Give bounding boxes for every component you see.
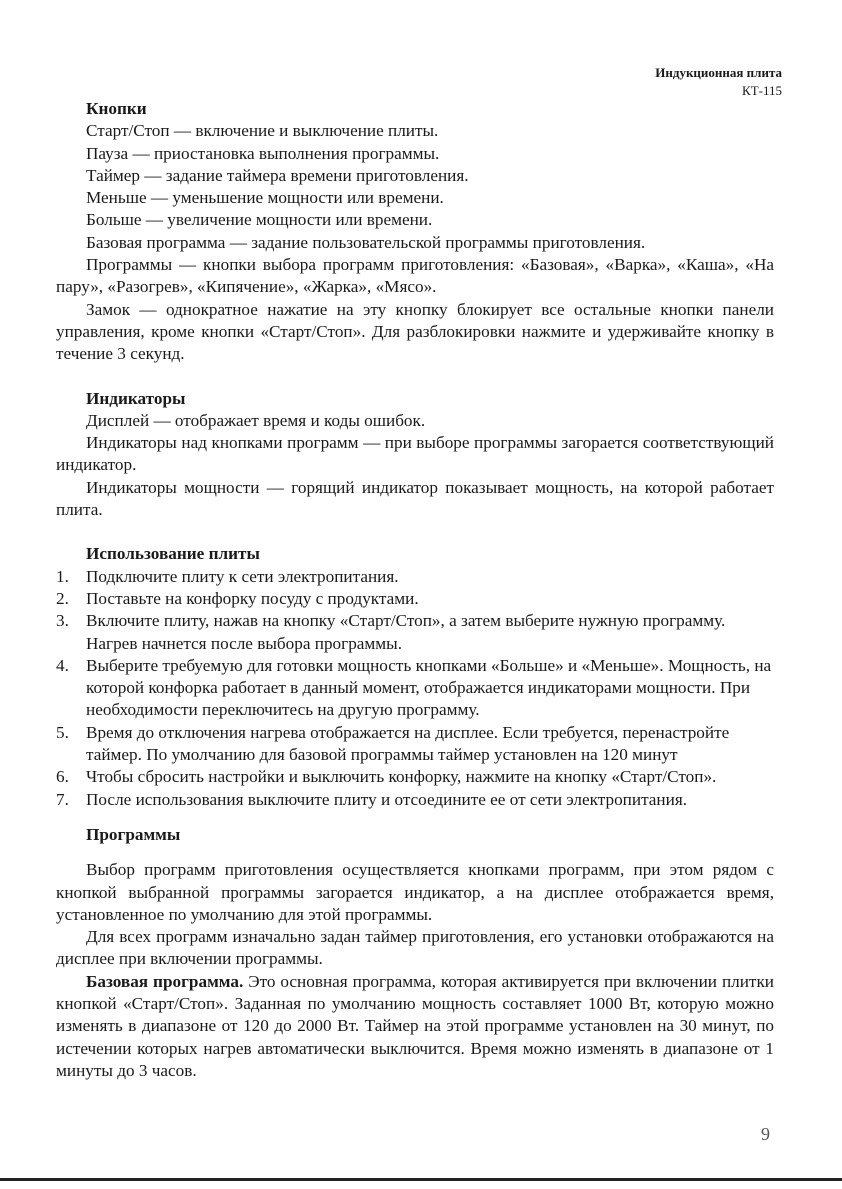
step-number: 4. (56, 655, 69, 675)
step-text: Выберите требуемую для готовки мощность кнопками «Больше» и «Меньше». Мощность, на которой конфорка работает в данный момент, отображается индикаторами мощности. При необходимости переключитесь на другую программу. (86, 655, 772, 720)
page-content (56, 98, 774, 1082)
step-text: Подключите плиту к сети электропитания. (86, 566, 399, 586)
indicator-desc-power: Индикаторы мощности — горящий индикатор показывает мощность, на которой работает плита. (56, 477, 774, 520)
button-desc-more: Больше — увеличение мощности или времени. (86, 210, 433, 230)
button-desc-lock: Замок — однократное нажатие на эту кнопку блокирует все остальные кнопки панели управления, кроме кнопки «Старт/Стоп». Для разблокировки нажмите и удерживайте кнопку в течение 3 секунд. (56, 299, 774, 364)
step-number: 3. (56, 611, 69, 631)
step-number: 6. (56, 767, 69, 787)
list-item (56, 566, 774, 588)
base-program-text: Это основная программа, которая активируется при включении плитки кнопкой «Старт/Стоп». Заданная по умолчанию мощность составляет 1000 Вт, которую можно изменять в диапазоне от 120 до 2000 Вт. Таймер на этой программе установлен на 30 минут, по истечении которых нагрев автоматически выключится. Время можно изменять в диапазоне от 1 минуты до 3 часов. (56, 971, 774, 1080)
list-item (56, 588, 774, 610)
base-program-paragraph (56, 971, 774, 1082)
step-text: Включите плиту, нажав на кнопку «Старт/Стоп», а затем выберите нужную программу. Нагрев начнется после выбора программы. (86, 611, 726, 653)
buttons-heading: Кнопки (86, 99, 147, 118)
step-number: 7. (56, 789, 69, 809)
page-header (655, 64, 782, 100)
button-desc-base-program: Базовая программа — задание пользовательской программы приготовления. (86, 232, 646, 252)
page-number: 9 (761, 1124, 770, 1144)
list-item (56, 722, 774, 767)
list-item (56, 766, 774, 788)
programs-section (56, 824, 774, 1082)
programs-timer-paragraph: Для всех программ изначально задан таймер приготовления, его установки отображаются на дисплее при включении программы. (56, 927, 774, 969)
step-text: Время до отключения нагрева отображается на дисплее. Если требуется, перенастройте таймер. По умолчанию для базовой программы таймер установлен на 120 минут (86, 722, 730, 765)
indicators-section (56, 388, 774, 522)
indicators-heading: Индикаторы (86, 388, 186, 408)
button-desc-programs: Программы — кнопки выбора программ приготовления: «Базовая», «Варка», «Каша», «На пару», «Разогрев», «Кипячение», «Жарка», «Мясо». (56, 255, 774, 297)
product-model: КТ-115 (742, 83, 782, 98)
step-text: Чтобы сбросить настройки и выключить конфорку, нажмите на кнопку «Старт/Стоп». (86, 767, 717, 787)
programs-intro-paragraph: Выбор программ приготовления осуществляется кнопками программ, при этом рядом с кнопкой выбранной программы загорается индикатор, а на дисплее отображается время, установленное по умолчанию для этой программы. (56, 860, 774, 924)
button-desc-less: Меньше — уменьшение мощности или времени. (86, 188, 444, 208)
usage-heading: Использование плиты (86, 544, 260, 564)
indicator-desc-program: Индикаторы над кнопками программ — при выборе программы загорается соответствующий индикатор. (56, 433, 774, 475)
product-title: Индукционная плита (655, 65, 782, 80)
step-text: Поставьте на конфорку посуду с продуктами. (86, 588, 419, 608)
list-item (56, 655, 774, 722)
list-item (56, 789, 774, 811)
bottom-divider (0, 1178, 842, 1181)
base-program-lead: Базовая программа. (86, 971, 244, 991)
indicator-desc-display: Дисплей — отображает время и коды ошибок. (86, 410, 426, 430)
usage-steps-list (56, 566, 774, 811)
button-desc-timer: Таймер — задание таймера времени приготовления. (86, 165, 469, 185)
step-text: После использования выключите плиту и отсоедините ее от сети электропитания. (86, 789, 688, 809)
button-desc-pause: Пауза — приостановка выполнения программы. (86, 143, 440, 163)
step-number: 5. (56, 722, 69, 742)
buttons-section (56, 98, 774, 366)
button-desc-start-stop: Старт/Стоп — включение и выключение плиты. (86, 121, 439, 141)
step-number: 2. (56, 588, 69, 608)
programs-heading: Программы (86, 824, 181, 844)
list-item (56, 610, 774, 655)
usage-section (56, 543, 774, 811)
step-number: 1. (56, 566, 69, 586)
